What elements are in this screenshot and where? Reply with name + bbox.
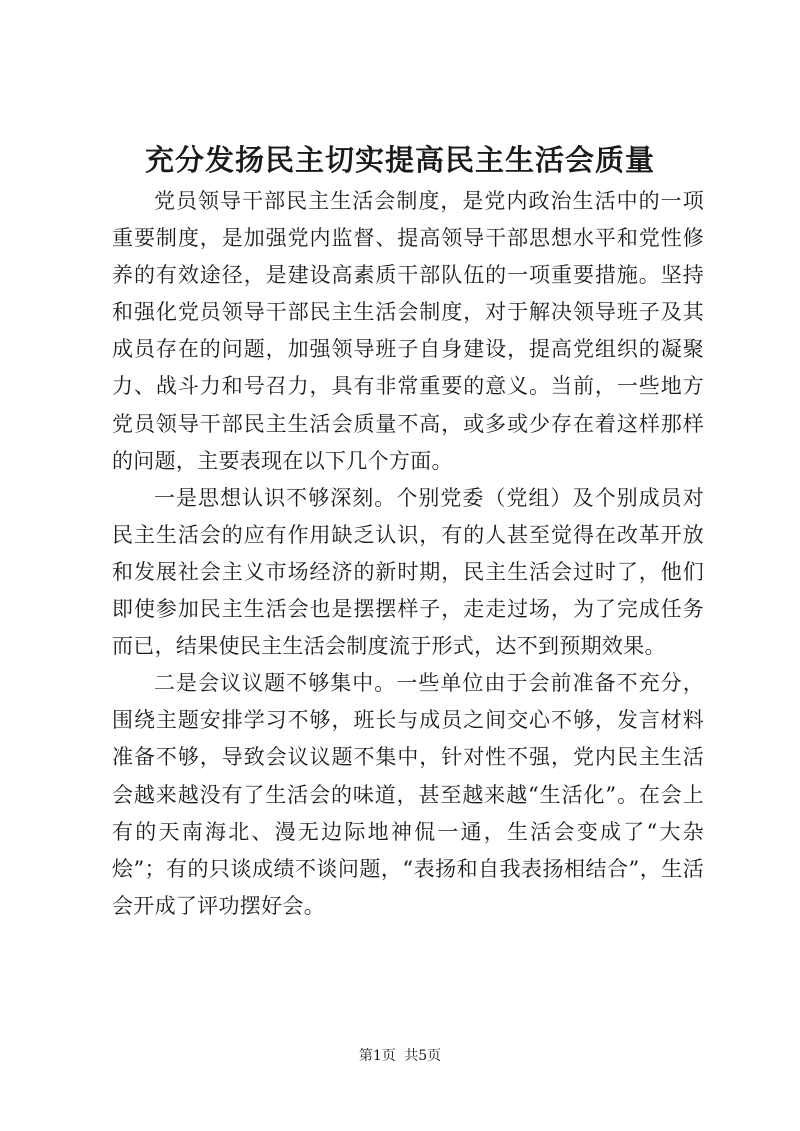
page-footer	[0, 1046, 800, 1066]
paragraph-point-one: 一是思想认识不够深刻。个别党委（党组）及个别成员对民主生活会的应有作用缺乏认识，有的人甚至觉得在改革开放和发展社会主义市场经济的新时期，民主生活会过时了，他们即使参加民主生活会也是摆摆样子，走走过场，为了完成任务而已，结果使民主生活会制度流于形式，达不到预期效果。	[112, 485, 704, 659]
document-body	[112, 183, 704, 925]
page-total: 共5页	[404, 1048, 442, 1064]
paragraph-point-two: 二是会议议题不够集中。一些单位由于会前准备不充分，围绕主题安排学习不够，班长与成员之间交心不够，发言材料准备不够，导致会议议题不集中，针对性不强，党内民主生活会越来越没有了生活会的味道，甚至越来越“生活化”。在会上有的天南海北、漫无边际地神侃一通，生活会变成了“大杂烩”；有的只谈成绩不谈问题，“表扬和自我表扬相结合”，生活会开成了评功摆好会。	[112, 671, 704, 918]
page-number: 第1页	[358, 1048, 396, 1064]
document-title: 充分发扬民主切实提高民主生活会质量	[144, 143, 655, 177]
paragraph-intro: 党员领导干部民主生活会制度，是党内政治生活中的一项重要制度，是加强党内监督、提高领导干部思想水平和党性修养的有效途径，是建设高素质干部队伍的一项重要措施。坚持和强化党员领导干部民主生活会制度，对于解决领导班子及其成员存在的问题，加强领导班子自身建设，提高党组织的凝聚力、战斗力和号召力，具有非常重要的意义。当前，一些地方党员领导干部民主生活会质量不高，或多或少存在着这样那样的问题，主要表现在以下几个方面。	[112, 189, 704, 473]
